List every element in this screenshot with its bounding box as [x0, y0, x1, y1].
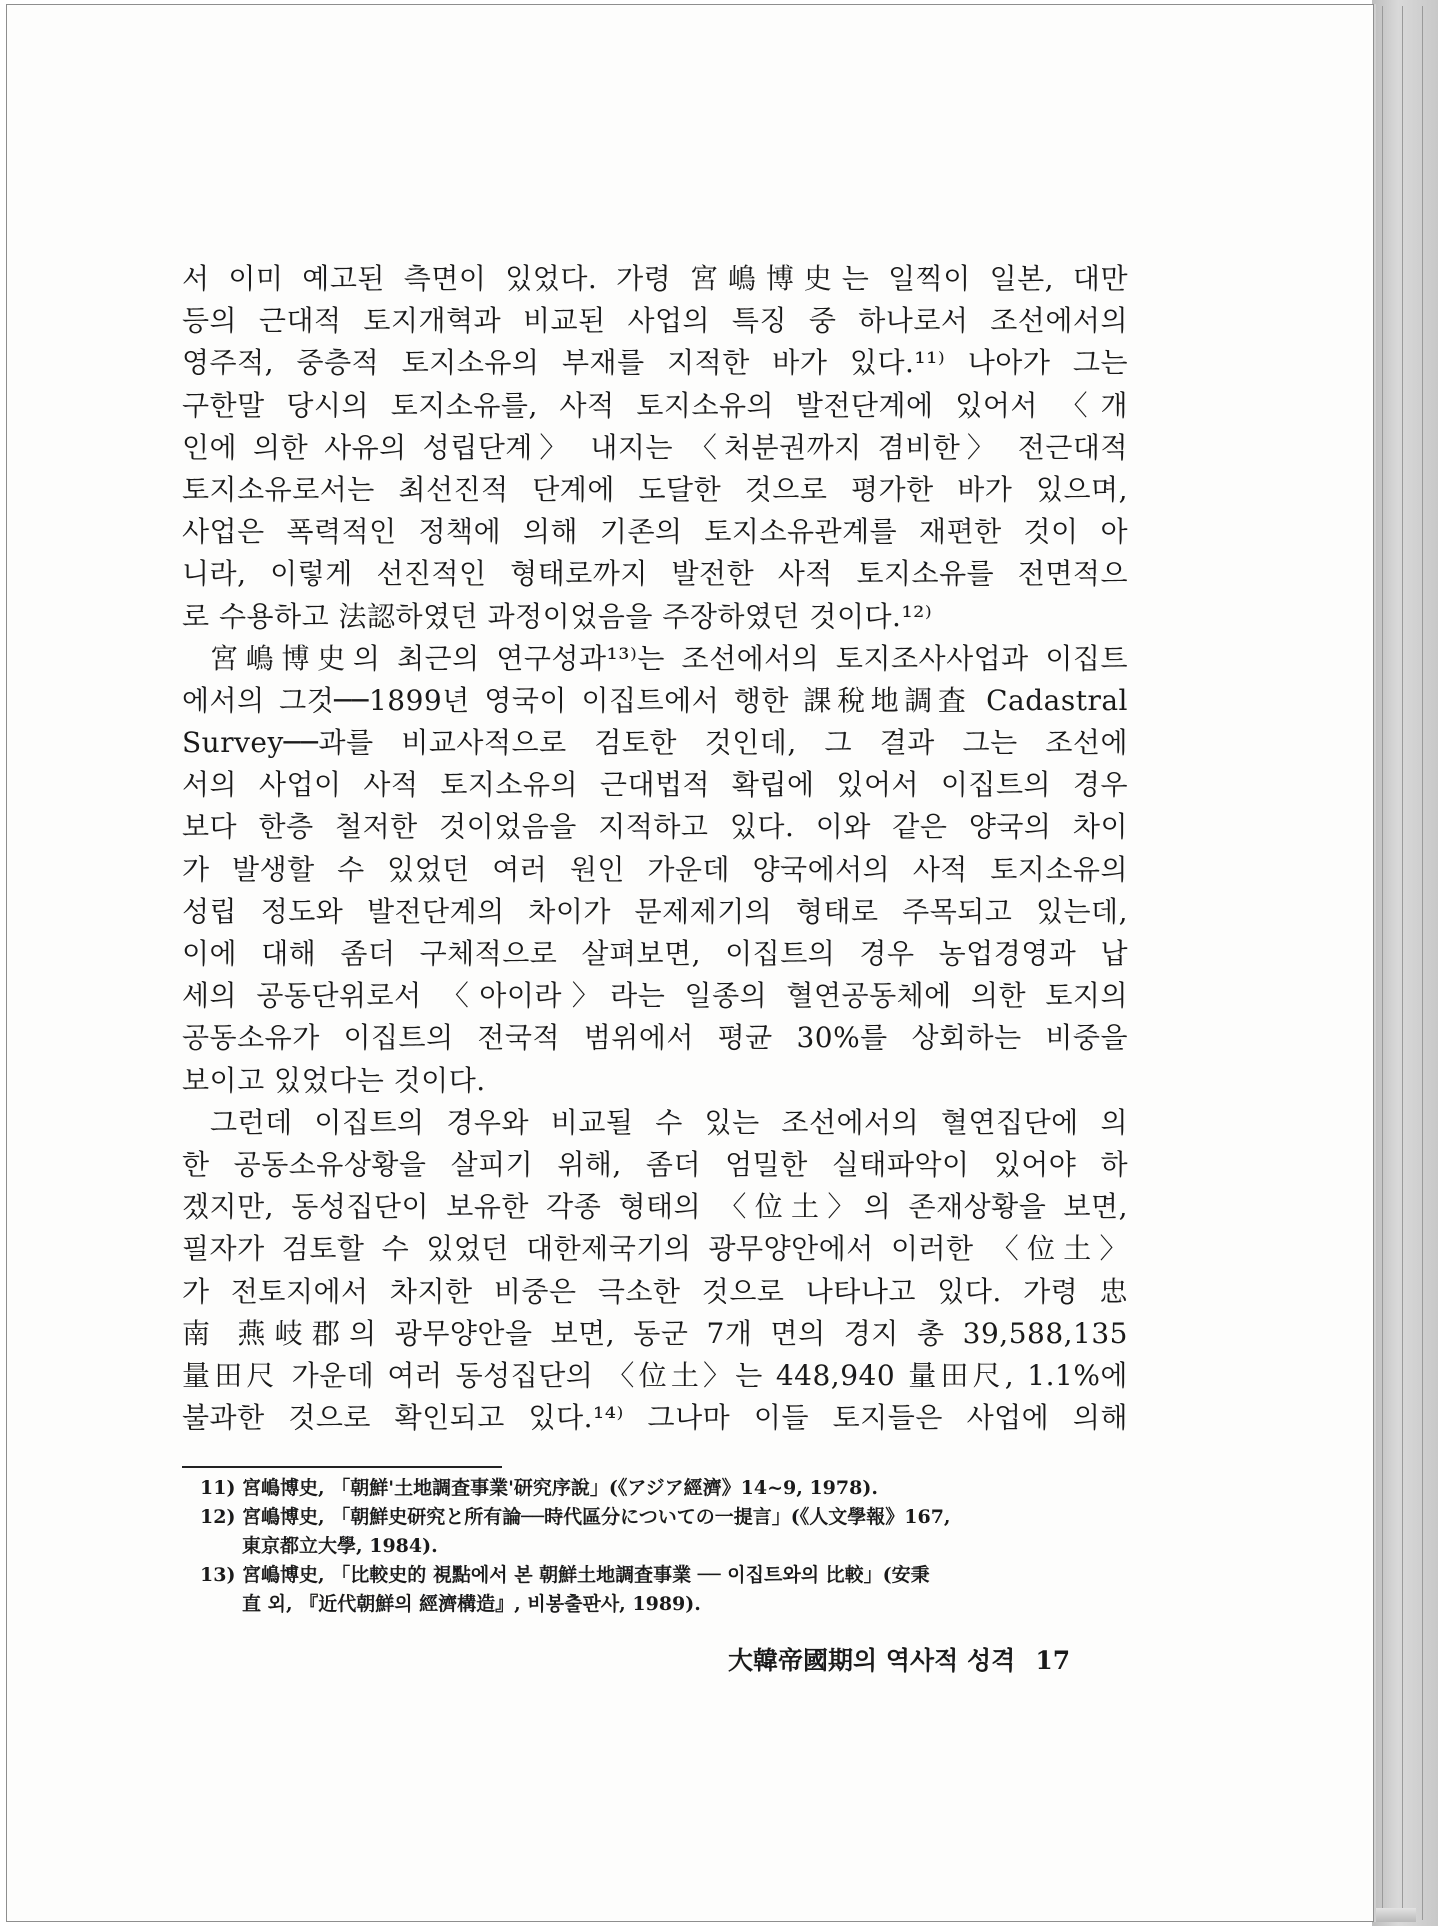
footnote-line: 東京都立大學, 1984).: [242, 1535, 438, 1557]
body-line: 宮嶋博史의 최근의 연구성과¹³⁾는 조선에서의 토지조사사업과 이집트: [210, 641, 1128, 675]
body-line: 영주적, 중층적 토지소유의 부재를 지적한 바가 있다.¹¹⁾ 나아가 그는: [182, 346, 1128, 380]
body-line: 토지소유로서는 최선진적 단계에 도달한 것으로 평가한 바가 있으며,: [182, 472, 1128, 506]
footnote-line: 11) 宮嶋博史, 「朝鮮'土地調査事業'研究序說」(《アジア經濟》14~9, 1978).: [200, 1477, 878, 1499]
page-edge-line: [1422, 6, 1423, 1920]
body-line: 인에 의한 사유의 성립단계〉 내지는 〈처분권까지 겸비한〉 전근대적: [182, 430, 1128, 464]
running-footer-title: 大韓帝國期의 역사적 성격: [728, 1646, 1016, 1675]
body-line: 보이고 있었다는 것이다.: [182, 1063, 486, 1097]
body-line: 등의 근대적 토지개혁과 비교된 사업의 특징 중 하나로서 조선에서의: [182, 304, 1128, 338]
footnote-line: 12) 宮嶋博史, 「朝鮮史研究と所有論──時代區分についての一提言」(《人文學報》167,: [200, 1506, 951, 1528]
body-line: 성립 정도와 발전단계의 차이가 문제제기의 형태로 주목되고 있는데,: [182, 894, 1128, 928]
page-edge-right: [1372, 0, 1438, 1926]
body-line: 에서의 그것──1899년 영국이 이집트에서 행한 課稅地調査 Cadastral: [182, 683, 1128, 717]
page-edge-line: [1382, 6, 1383, 1920]
body-line: 필자가 검토할 수 있었던 대한제국기의 광무양안에서 이러한 〈位土〉: [182, 1232, 1128, 1266]
footnote-line: 13) 宮嶋博史, 「比較史的 視點에서 본 朝鮮土地調査事業 ── 이집트와의 比較」(安秉: [200, 1564, 930, 1586]
body-line: 로 수용하고 法認하였던 과정이었음을 주장하였던 것이다.¹²⁾: [182, 599, 933, 633]
body-line: 겠지만, 동성집단이 보유한 각종 형태의 〈位土〉의 존재상황을 보면,: [182, 1190, 1128, 1224]
body-text: [182, 258, 1128, 1439]
body-line: 그런데 이집트의 경우와 비교될 수 있는 조선에서의 혈연집단에 의: [210, 1105, 1128, 1139]
body-line: 사업은 폭력적인 정책에 의해 기존의 토지소유관계를 재편한 것이 아: [182, 515, 1128, 549]
body-line: 量田尺 가운데 여러 동성집단의 〈位土〉는 448,940 量田尺, 1.1%에: [182, 1358, 1128, 1392]
footnotes: [200, 1474, 1130, 1619]
body-line: 불과한 것으로 확인되고 있다.¹⁴⁾ 그나마 이들 토지들은 사업에 의해: [182, 1401, 1128, 1435]
body-line: 서의 사업이 사적 토지소유의 근대법적 확립에 있어서 이집트의 경우: [182, 768, 1128, 802]
body-line: Survey──과를 비교사적으로 검토한 것인데, 그 결과 그는 조선에: [182, 726, 1128, 760]
body-line: 가 발생할 수 있었던 여러 원인 가운데 양국에서의 사적 토지소유의: [182, 852, 1128, 886]
footnote-line: 直 외, 『近代朝鮮의 經濟構造』, 비봉출판사, 1989).: [242, 1593, 701, 1615]
footnote-rule: [182, 1466, 502, 1468]
body-line: 니라, 이렇게 선진적인 형태로까지 발전한 사적 토지소유를 전면적으: [182, 557, 1128, 591]
body-line: 보다 한층 철저한 것이었음을 지적하고 있다. 이와 같은 양국의 차이: [182, 810, 1128, 844]
body-line: 가 전토지에서 차지한 비중은 극소한 것으로 나타나고 있다. 가령 忠: [182, 1274, 1128, 1308]
body-line: 서 이미 예고된 측면이 있었다. 가령 宮嶋博史는 일찍이 일본, 대만: [182, 262, 1128, 295]
running-footer: [728, 1644, 1128, 1678]
page-number: 17: [1035, 1646, 1071, 1675]
body-line: 구한말 당시의 토지소유를, 사적 토지소유의 발전단계에 있어서 〈개: [182, 388, 1128, 422]
body-line: 南 燕岐郡의 광무양안을 보면, 동군 7개 면의 경지 총 39,588,135: [182, 1316, 1128, 1350]
body-line: 공동소유가 이집트의 전국적 범위에서 평균 30%를 상회하는 비중을: [182, 1021, 1128, 1055]
body-line: 세의 공동단위로서 〈아이라〉라는 일종의 혈연공동체에 의한 토지의: [182, 979, 1128, 1013]
body-line: 이에 대해 좀더 구체적으로 살펴보면, 이집트의 경우 농업경영과 납: [182, 937, 1128, 970]
body-line: 한 공동소유상황을 살피기 위해, 좀더 엄밀한 실태파악이 있어야 하: [182, 1147, 1128, 1181]
page-edge-line: [1402, 6, 1403, 1920]
